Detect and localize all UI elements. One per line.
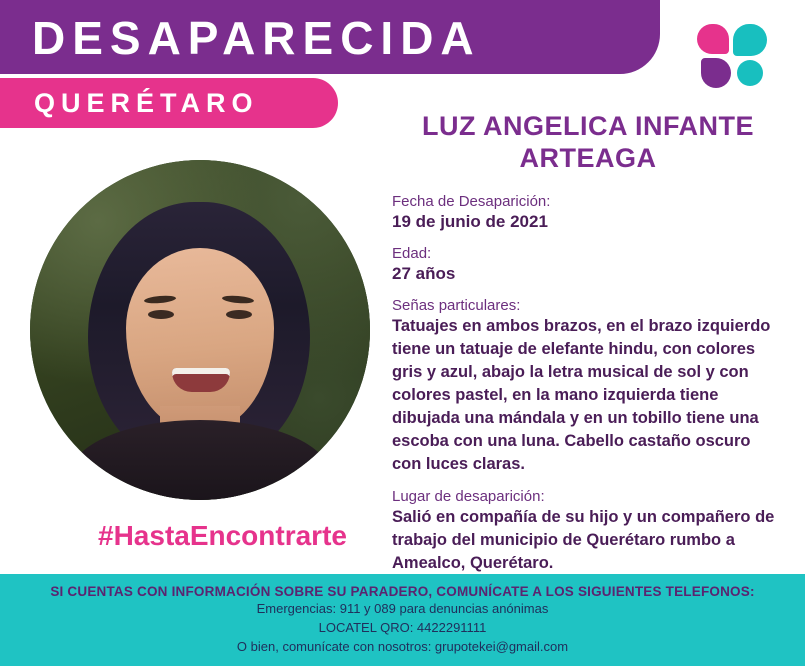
logo-shape-teal-top [733,24,767,56]
field-label: Fecha de Desaparición: [392,193,551,210]
poster-title: DESAPARECIDA [32,12,481,64]
field-value: Tatuajes en ambos brazos, en el brazo izquierdo tiene un tatuaje de elefante hindu, con colores gris y azul, abajo la letra musical de sol y con colores pastel, en la mano izquierda tiene dibujada una mándala y en un tobillo tiene una escoba con una luna. Cabello castaño oscuro con luces claras. [392,317,771,473]
missing-person-photo [30,160,370,500]
poster-subtitle: QUERÉTARO [34,88,259,118]
field-edad [392,244,784,285]
footer-line-emergencias: Emergencias: 911 y 089 para denuncias anónimas [256,601,549,616]
field-value: 19 de junio de 2021 [392,212,548,231]
person-name: LUZ ANGELICA INFANTE ARTEAGA [422,111,754,173]
footer-contact-band [0,574,805,666]
photo-mouth [172,368,230,392]
photo-eye-right [226,310,252,319]
field-label: Lugar de desaparición: [392,488,545,505]
logo-shape-teal-bottom [737,60,763,86]
field-label: Señas particulares: [392,297,521,314]
logo-shape-magenta [697,24,729,54]
field-value: 27 años [392,264,456,283]
person-info-panel [392,110,784,586]
field-senas-particulares [392,296,784,476]
footer-headline: SI CUENTAS CON INFORMACIÓN SOBRE SU PARADERO, COMUNÍCATE A LOS SIGUIENTES TELEFONOS: [50,584,755,599]
field-label: Edad: [392,245,432,262]
footer-line-locatel: LOCATEL QRO: 4422291111 [318,620,487,635]
field-lugar-desaparicion [392,487,784,575]
photo-eye-left [148,310,174,319]
field-fecha-desaparicion [392,192,784,233]
hashtag-text: #HastaEncontrarte [98,520,347,551]
field-value: Salió en compañía de su hijo y un compañero de trabajo del municipio de Querétaro rumbo a Amealco, Querétaro. [392,508,775,572]
logo-shape-purple [701,58,731,88]
photo-face [126,248,274,430]
grupo-tekei-logo-icon [697,24,771,90]
footer-line-email: O bien, comunícate con nosotros: grupotekei@gmail.com [236,639,569,654]
